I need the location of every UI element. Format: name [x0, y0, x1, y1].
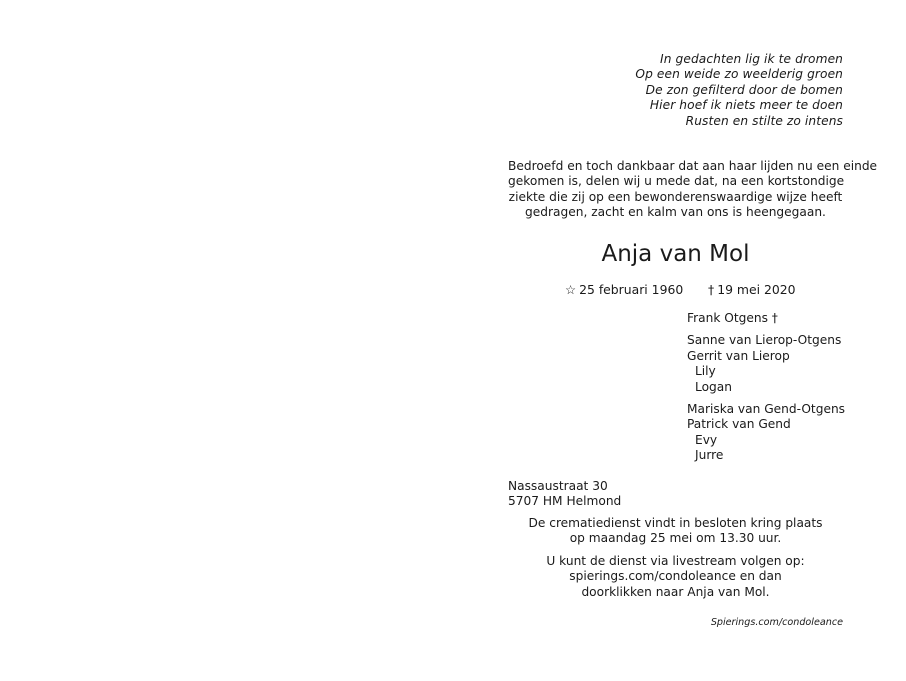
ceremony-line: op maandag 25 mei om 13.30 uur. [569, 531, 782, 546]
family-member: Patrick van Gend [687, 417, 791, 432]
grandchild: Evy [695, 432, 718, 447]
livestream-line: U kunt de dienst via livestream volgen op: [546, 554, 805, 568]
cross-icon: † [708, 282, 715, 297]
address-street: Nassaustraat 30 [508, 479, 608, 493]
family-member: Gerrit van Lierop [687, 348, 790, 363]
livestream-line: doorklikken naar Anja van Mol. [581, 584, 770, 599]
ceremony-info [508, 516, 843, 547]
family-group [687, 311, 845, 326]
poem-line: De zon gefilterd door de bomen [645, 82, 843, 97]
deceased-name: Anja van Mol [601, 241, 750, 267]
birth-date: 25 februari 1960 [579, 282, 684, 297]
poem [635, 52, 843, 129]
announcement-line: gedragen, zacht en kalm van ons is heengegaan. [525, 205, 826, 220]
livestream-line: spierings.com/condoleance en dan [569, 569, 782, 584]
announcement-line: gekomen is, delen wij u mede dat, na een kortstondige [508, 174, 845, 189]
birth-date-block [565, 282, 683, 298]
announcement-line: Bedroefd en toch dankbaar dat aan haar lijden nu een einde [508, 159, 878, 173]
poem-line: Op een weide zo weelderig groen [635, 67, 843, 82]
death-date: 19 mei 2020 [717, 282, 796, 297]
family-list [687, 311, 845, 471]
announcement-text [508, 159, 878, 221]
star-icon: ☆ [565, 282, 577, 297]
grandchild: Lily [695, 364, 716, 379]
poem-line: Hier hoef ik niets meer te doen [649, 98, 843, 113]
livestream-info [508, 554, 843, 600]
grandchild: Logan [695, 379, 732, 394]
family-group [687, 333, 845, 395]
grandchild: Jurre [695, 448, 724, 463]
family-group [687, 402, 845, 464]
announcement-line: ziekte die zij op een bewonderenswaardige wijze heeft [508, 189, 843, 204]
poem-line: In gedachten lig ik te dromen [660, 52, 843, 66]
family-member: Frank Otgens † [687, 311, 778, 325]
poem-line: Rusten en stilte zo intens [685, 113, 843, 128]
footer-website: Spierings.com/condoleance [710, 617, 843, 628]
death-date-block [708, 282, 796, 298]
address-city: 5707 HM Helmond [508, 494, 622, 509]
family-member: Mariska van Gend-Otgens [687, 402, 846, 417]
family-member: Sanne van Lierop-Otgens [687, 333, 842, 348]
ceremony-line: De crematiedienst vindt in besloten kring plaats [528, 516, 823, 530]
correspondence-address [508, 479, 621, 510]
